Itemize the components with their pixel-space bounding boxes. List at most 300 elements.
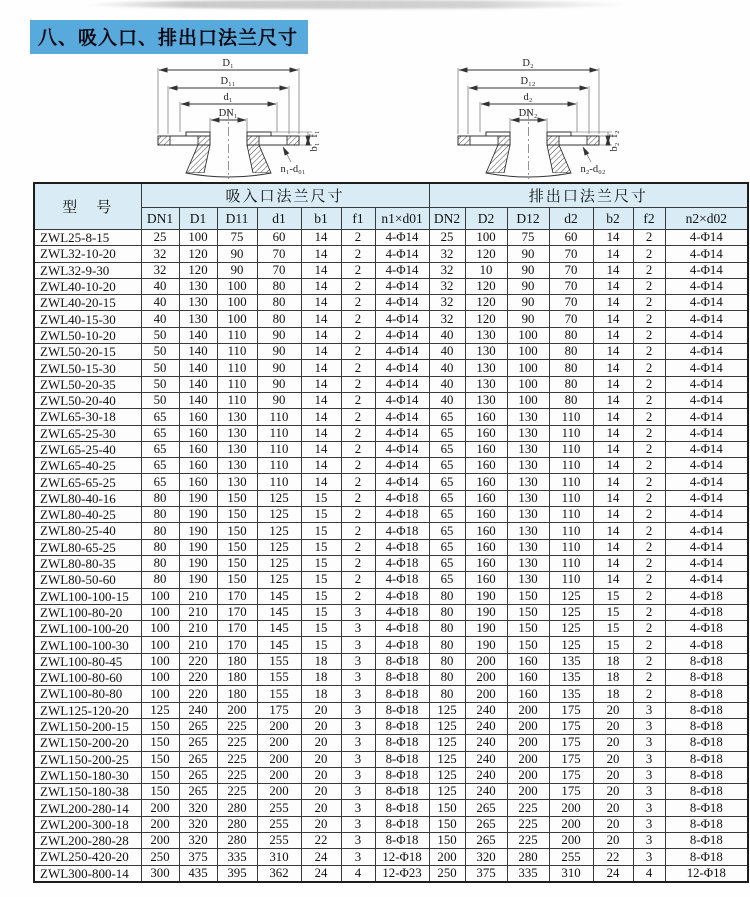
suction-value-cell: 110 [257, 441, 301, 457]
discharge-value-cell: 200 [465, 653, 507, 669]
suction-value-cell: 225 [217, 767, 257, 783]
discharge-value-cell: 160 [465, 523, 507, 539]
discharge-value-cell: 200 [507, 735, 549, 751]
suction-value-cell: 150 [141, 718, 179, 734]
discharge-value-cell: 375 [465, 865, 507, 882]
flange-table-body [34, 230, 748, 882]
suction-value-cell: 4-Φ14 [375, 392, 429, 408]
discharge-value-cell: 20 [593, 718, 633, 734]
discharge-value-cell: 130 [507, 572, 549, 588]
suction-value-cell: 3 [341, 767, 375, 783]
discharge-value-cell: 2 [633, 327, 665, 343]
discharge-value-cell: 130 [507, 441, 549, 457]
model-cell: ZWL40-10-20 [34, 278, 141, 294]
suction-flange-diagram [136, 48, 331, 182]
discharge-value-cell: 4-Φ14 [665, 507, 748, 523]
discharge-value-cell: 4-Φ14 [665, 246, 748, 262]
discharge-value-cell: 265 [465, 800, 507, 816]
table-row [34, 604, 748, 620]
model-cell: ZWL50-15-30 [34, 360, 141, 376]
table-row [34, 702, 748, 718]
suction-value-cell: 170 [217, 621, 257, 637]
discharge-value-cell: 2 [633, 490, 665, 506]
discharge-value-cell: 3 [633, 832, 665, 848]
suction-value-cell: 250 [141, 849, 179, 865]
suction-value-cell: 80 [257, 295, 301, 311]
suction-value-cell: 280 [217, 832, 257, 848]
discharge-value-cell: 160 [507, 653, 549, 669]
discharge-value-cell: 80 [429, 588, 465, 604]
suction-value-cell: 100 [217, 295, 257, 311]
discharge-value-cell: 150 [429, 816, 465, 832]
suction-value-cell: 8-Φ18 [375, 767, 429, 783]
discharge-value-cell: 14 [593, 441, 633, 457]
suction-value-cell: 50 [141, 344, 179, 360]
suction-value-cell: 2 [341, 360, 375, 376]
discharge-value-cell: 65 [429, 409, 465, 425]
discharge-value-cell: 18 [593, 670, 633, 686]
discharge-value-cell: 65 [429, 555, 465, 571]
suction-value-cell: 160 [179, 441, 217, 457]
discharge-value-cell: 280 [507, 849, 549, 865]
discharge-value-cell: 240 [465, 735, 507, 751]
discharge-value-cell: 14 [593, 572, 633, 588]
suction-value-cell: 130 [217, 425, 257, 441]
model-cell: ZWL50-20-40 [34, 392, 141, 408]
suction-value-cell: 4-Φ14 [375, 230, 429, 246]
suction-value-cell: 200 [257, 735, 301, 751]
discharge-value-cell: 125 [549, 604, 593, 620]
suction-value-cell: 65 [141, 441, 179, 457]
discharge-value-cell: 120 [465, 246, 507, 262]
discharge-value-cell: 3 [633, 800, 665, 816]
col-header-D11: D11 [217, 208, 257, 230]
suction-value-cell: 14 [301, 376, 341, 392]
suction-value-cell: 190 [179, 555, 217, 571]
suction-value-cell: 225 [217, 735, 257, 751]
discharge-value-cell: 2 [633, 637, 665, 653]
suction-value-cell: 80 [141, 539, 179, 555]
discharge-value-cell: 200 [507, 784, 549, 800]
suction-value-cell: 200 [217, 702, 257, 718]
suction-value-cell: 140 [179, 360, 217, 376]
discharge-value-cell: 2 [633, 523, 665, 539]
discharge-value-cell: 200 [549, 816, 593, 832]
discharge-value-cell: 160 [465, 507, 507, 523]
discharge-value-cell: 160 [465, 490, 507, 506]
suction-value-cell: 130 [217, 458, 257, 474]
dim-label-d2: d₂ [523, 92, 533, 103]
model-cell: ZWL50-20-15 [34, 344, 141, 360]
suction-value-cell: 90 [257, 376, 301, 392]
table-row [34, 735, 748, 751]
suction-value-cell: 2 [341, 539, 375, 555]
discharge-value-cell: 240 [465, 718, 507, 734]
model-cell: ZWL40-15-30 [34, 311, 141, 327]
discharge-value-cell: 175 [549, 784, 593, 800]
suction-value-cell: 3 [341, 816, 375, 832]
dim-label-D12: D₁₂ [520, 76, 536, 87]
model-cell: ZWL125-120-20 [34, 702, 141, 718]
suction-value-cell: 14 [301, 230, 341, 246]
discharge-value-cell: 225 [507, 832, 549, 848]
suction-value-cell: 110 [217, 344, 257, 360]
suction-value-cell: 200 [257, 767, 301, 783]
model-cell: ZWL150-200-20 [34, 735, 141, 751]
discharge-value-cell: 8-Φ18 [665, 751, 748, 767]
suction-value-cell: 130 [217, 441, 257, 457]
discharge-value-cell: 32 [429, 295, 465, 311]
suction-value-cell: 160 [179, 425, 217, 441]
discharge-value-cell: 32 [429, 246, 465, 262]
suction-value-cell: 8-Φ18 [375, 718, 429, 734]
suction-value-cell: 20 [301, 767, 341, 783]
discharge-value-cell: 4-Φ14 [665, 230, 748, 246]
suction-value-cell: 150 [217, 555, 257, 571]
discharge-value-cell: 2 [633, 507, 665, 523]
discharge-value-cell: 20 [593, 832, 633, 848]
suction-value-cell: 3 [341, 702, 375, 718]
discharge-value-cell: 100 [507, 344, 549, 360]
suction-value-cell: 3 [341, 604, 375, 620]
discharge-value-cell: 110 [549, 490, 593, 506]
discharge-value-cell: 2 [633, 425, 665, 441]
discharge-value-cell: 310 [549, 865, 593, 882]
discharge-value-cell: 2 [633, 376, 665, 392]
suction-value-cell: 20 [301, 718, 341, 734]
suction-value-cell: 120 [179, 246, 217, 262]
suction-value-cell: 75 [217, 230, 257, 246]
suction-value-cell: 14 [301, 392, 341, 408]
suction-value-cell: 200 [141, 800, 179, 816]
suction-value-cell: 110 [257, 458, 301, 474]
table-row [34, 686, 748, 702]
suction-value-cell: 50 [141, 376, 179, 392]
discharge-value-cell: 70 [549, 246, 593, 262]
discharge-value-cell: 40 [429, 344, 465, 360]
discharge-value-cell: 110 [549, 523, 593, 539]
suction-value-cell: 200 [141, 816, 179, 832]
suction-value-cell: 4-Φ14 [375, 441, 429, 457]
dim-label-b1: b₁ [309, 142, 320, 152]
suction-value-cell: 100 [217, 278, 257, 294]
suction-value-cell: 8-Φ18 [375, 784, 429, 800]
discharge-value-cell: 160 [465, 474, 507, 490]
suction-value-cell: 265 [179, 718, 217, 734]
discharge-value-cell: 4-Φ18 [665, 621, 748, 637]
table-row [34, 539, 748, 555]
discharge-value-cell: 100 [465, 230, 507, 246]
discharge-value-cell: 65 [429, 523, 465, 539]
suction-value-cell: 190 [179, 539, 217, 555]
discharge-value-cell: 14 [593, 458, 633, 474]
suction-value-cell: 190 [179, 507, 217, 523]
discharge-value-cell: 200 [465, 686, 507, 702]
discharge-value-cell: 14 [593, 327, 633, 343]
table-row [34, 327, 748, 343]
suction-value-cell: 8-Φ18 [375, 751, 429, 767]
suction-value-cell: 125 [257, 539, 301, 555]
suction-value-cell: 4-Φ14 [375, 376, 429, 392]
suction-value-cell: 175 [257, 702, 301, 718]
suction-value-cell: 140 [179, 344, 217, 360]
suction-value-cell: 2 [341, 230, 375, 246]
discharge-value-cell: 80 [549, 344, 593, 360]
discharge-value-cell: 70 [549, 278, 593, 294]
discharge-value-cell: 40 [429, 376, 465, 392]
discharge-value-cell: 110 [549, 458, 593, 474]
discharge-value-cell: 70 [549, 311, 593, 327]
discharge-value-cell: 130 [465, 344, 507, 360]
discharge-value-cell: 8-Φ18 [665, 800, 748, 816]
discharge-value-cell: 110 [549, 572, 593, 588]
suction-value-cell: 80 [141, 490, 179, 506]
model-cell: ZWL100-80-45 [34, 653, 141, 669]
discharge-value-cell: 100 [507, 376, 549, 392]
discharge-value-cell: 15 [593, 588, 633, 604]
discharge-value-cell: 110 [549, 425, 593, 441]
suction-value-cell: 14 [301, 425, 341, 441]
table-row [34, 555, 748, 571]
discharge-value-cell: 125 [429, 784, 465, 800]
suction-value-cell: 265 [179, 735, 217, 751]
dim-label-D11: D₁₁ [220, 76, 236, 87]
suction-value-cell: 4-Φ14 [375, 311, 429, 327]
suction-value-cell: 155 [257, 653, 301, 669]
discharge-value-cell: 2 [633, 246, 665, 262]
suction-value-cell: 225 [217, 751, 257, 767]
col-header-DN1: DN1 [141, 208, 179, 230]
suction-value-cell: 200 [257, 784, 301, 800]
suction-value-cell: 200 [257, 718, 301, 734]
discharge-value-cell: 200 [549, 800, 593, 816]
suction-value-cell: 40 [141, 311, 179, 327]
suction-value-cell: 155 [257, 686, 301, 702]
discharge-value-cell: 335 [507, 865, 549, 882]
discharge-value-cell: 65 [429, 458, 465, 474]
suction-value-cell: 2 [341, 409, 375, 425]
suction-value-cell: 180 [217, 653, 257, 669]
suction-value-cell: 2 [341, 490, 375, 506]
discharge-value-cell: 32 [429, 311, 465, 327]
discharge-value-cell: 2 [633, 360, 665, 376]
discharge-value-cell: 110 [549, 539, 593, 555]
suction-value-cell: 4-Φ14 [375, 278, 429, 294]
discharge-value-cell: 4-Φ14 [665, 392, 748, 408]
discharge-value-cell: 200 [507, 718, 549, 734]
suction-value-cell: 80 [257, 278, 301, 294]
suction-value-cell: 20 [301, 735, 341, 751]
suction-value-cell: 2 [341, 441, 375, 457]
col-header-DN2: DN2 [429, 208, 465, 230]
discharge-value-cell: 4-Φ14 [665, 539, 748, 555]
suction-value-cell: 40 [141, 295, 179, 311]
table-row [34, 572, 748, 588]
suction-value-cell: 2 [341, 311, 375, 327]
suction-value-cell: 14 [301, 262, 341, 278]
suction-value-cell: 320 [179, 832, 217, 848]
discharge-value-cell: 4-Φ18 [665, 588, 748, 604]
discharge-value-cell: 2 [633, 686, 665, 702]
suction-value-cell: 4-Φ14 [375, 458, 429, 474]
suction-value-cell: 210 [179, 604, 217, 620]
discharge-value-cell: 80 [549, 360, 593, 376]
suction-value-cell: 4-Φ18 [375, 572, 429, 588]
table-row [34, 670, 748, 686]
discharge-value-cell: 2 [633, 262, 665, 278]
discharge-value-cell: 2 [633, 230, 665, 246]
model-cell: ZWL150-200-25 [34, 751, 141, 767]
suction-value-cell: 110 [217, 392, 257, 408]
table-row [34, 311, 748, 327]
suction-value-cell: 280 [217, 800, 257, 816]
suction-value-cell: 100 [141, 670, 179, 686]
table-row [34, 767, 748, 783]
discharge-value-cell: 2 [633, 441, 665, 457]
suction-value-cell: 280 [217, 816, 257, 832]
discharge-value-cell: 4-Φ14 [665, 278, 748, 294]
discharge-value-cell: 160 [465, 539, 507, 555]
discharge-value-cell: 120 [465, 311, 507, 327]
discharge-value-cell: 160 [465, 555, 507, 571]
discharge-value-cell: 175 [549, 718, 593, 734]
table-row [34, 262, 748, 278]
suction-value-cell: 335 [217, 849, 257, 865]
suction-value-cell: 90 [217, 262, 257, 278]
col-header-n1xd01: n1×d01 [375, 208, 429, 230]
suction-value-cell: 210 [179, 588, 217, 604]
suction-value-cell: 170 [217, 604, 257, 620]
suction-value-cell: 15 [301, 588, 341, 604]
dim-label-n2-d02: n₂-d₀₂ [580, 164, 606, 175]
discharge-value-cell: 32 [429, 278, 465, 294]
flange-dimensions-table [33, 182, 749, 883]
discharge-value-cell: 200 [549, 832, 593, 848]
dim-label-b2: b₂ [609, 142, 620, 152]
discharge-value-cell: 14 [593, 311, 633, 327]
suction-value-cell: 32 [141, 262, 179, 278]
discharge-value-cell: 40 [429, 392, 465, 408]
discharge-value-cell: 200 [429, 849, 465, 865]
discharge-value-cell: 200 [507, 702, 549, 718]
dim-label-DN1: DN₁ [218, 108, 238, 119]
suction-value-cell: 2 [341, 327, 375, 343]
suction-value-cell: 190 [179, 490, 217, 506]
suction-value-cell: 14 [301, 311, 341, 327]
table-row [34, 832, 748, 848]
col-header-f2: f2 [633, 208, 665, 230]
suction-value-cell: 18 [301, 670, 341, 686]
table-row [34, 246, 748, 262]
discharge-value-cell: 130 [507, 507, 549, 523]
discharge-value-cell: 80 [429, 653, 465, 669]
suction-value-cell: 110 [217, 376, 257, 392]
suction-value-cell: 110 [257, 474, 301, 490]
discharge-value-cell: 20 [593, 816, 633, 832]
suction-value-cell: 15 [301, 572, 341, 588]
discharge-value-cell: 4-Φ14 [665, 262, 748, 278]
suction-value-cell: 90 [257, 360, 301, 376]
suction-value-cell: 2 [341, 376, 375, 392]
suction-value-cell: 190 [179, 523, 217, 539]
col-header-d2: d2 [549, 208, 593, 230]
suction-value-cell: 4-Φ18 [375, 604, 429, 620]
discharge-value-cell: 160 [507, 686, 549, 702]
discharge-value-cell: 14 [593, 246, 633, 262]
table-row [34, 718, 748, 734]
model-cell: ZWL65-25-40 [34, 441, 141, 457]
discharge-value-cell: 3 [633, 767, 665, 783]
suction-value-cell: 20 [301, 800, 341, 816]
discharge-value-cell: 4-Φ14 [665, 490, 748, 506]
discharge-value-cell: 80 [429, 686, 465, 702]
suction-value-cell: 220 [179, 686, 217, 702]
discharge-value-cell: 4 [633, 865, 665, 882]
discharge-value-cell: 320 [465, 849, 507, 865]
discharge-value-cell: 8-Φ18 [665, 849, 748, 865]
suction-value-cell: 2 [341, 523, 375, 539]
discharge-value-cell: 10 [465, 262, 507, 278]
discharge-value-cell: 2 [633, 409, 665, 425]
discharge-value-cell: 100 [507, 360, 549, 376]
suction-value-cell: 20 [301, 816, 341, 832]
suction-value-cell: 125 [141, 702, 179, 718]
suction-value-cell: 14 [301, 327, 341, 343]
discharge-value-cell: 200 [507, 767, 549, 783]
table-row [34, 425, 748, 441]
suction-value-cell: 100 [141, 621, 179, 637]
discharge-value-cell: 32 [429, 262, 465, 278]
discharge-value-cell: 125 [429, 767, 465, 783]
discharge-value-cell: 14 [593, 507, 633, 523]
discharge-value-cell: 3 [633, 702, 665, 718]
model-cell: ZWL65-65-25 [34, 474, 141, 490]
suction-value-cell: 125 [257, 490, 301, 506]
model-cell: ZWL80-50-60 [34, 572, 141, 588]
table-row [34, 376, 748, 392]
suction-value-cell: 170 [217, 588, 257, 604]
col-header-b2: b2 [593, 208, 633, 230]
discharge-value-cell: 2 [633, 572, 665, 588]
discharge-value-cell: 8-Φ18 [665, 832, 748, 848]
dim-label-d1: d₁ [223, 92, 233, 103]
discharge-value-cell: 265 [465, 832, 507, 848]
discharge-value-cell: 125 [549, 588, 593, 604]
discharge-value-cell: 3 [633, 751, 665, 767]
suction-value-cell: 110 [217, 360, 257, 376]
suction-value-cell: 190 [179, 572, 217, 588]
suction-value-cell: 100 [141, 604, 179, 620]
discharge-value-cell: 4-Φ14 [665, 295, 748, 311]
dim-label-n1-d01: n₁-d₀₁ [280, 164, 306, 175]
discharge-value-cell: 8-Φ18 [665, 784, 748, 800]
suction-value-cell: 125 [257, 572, 301, 588]
suction-value-cell: 12-Φ23 [375, 865, 429, 882]
suction-value-cell: 4-Φ18 [375, 523, 429, 539]
suction-value-cell: 255 [257, 832, 301, 848]
dim-label-D2: D₂ [522, 58, 534, 69]
discharge-value-cell: 15 [593, 621, 633, 637]
discharge-value-cell: 14 [593, 425, 633, 441]
suction-value-cell: 18 [301, 653, 341, 669]
suction-value-cell: 4-Φ14 [375, 262, 429, 278]
discharge-value-cell: 90 [507, 262, 549, 278]
discharge-value-cell: 130 [507, 458, 549, 474]
suction-value-cell: 65 [141, 474, 179, 490]
discharge-value-cell: 3 [633, 735, 665, 751]
discharge-value-cell: 8-Φ18 [665, 686, 748, 702]
suction-value-cell: 2 [341, 458, 375, 474]
